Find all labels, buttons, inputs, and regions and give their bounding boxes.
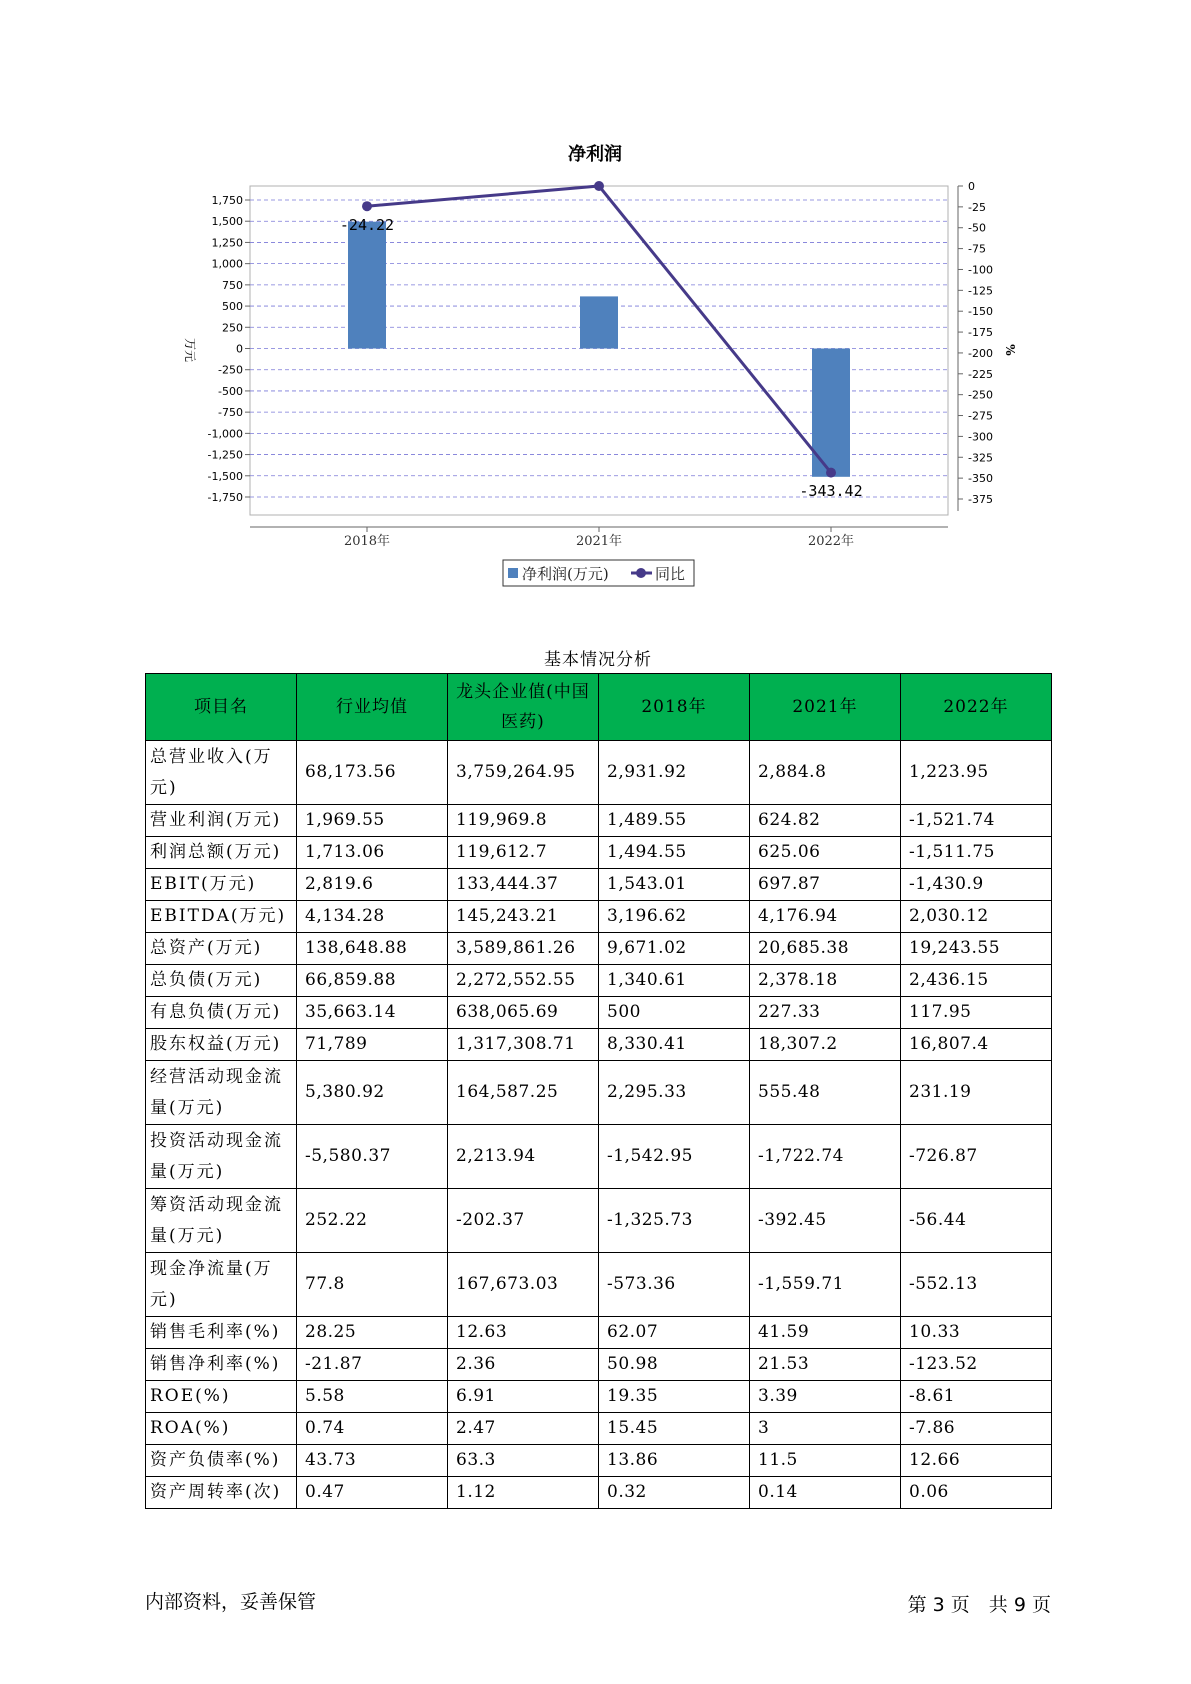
right-tick-label: -200: [968, 346, 993, 360]
right-tick-label: -100: [968, 263, 993, 277]
row-label-cell: 销售毛利率(%): [146, 1317, 297, 1349]
page-current: 3: [932, 1594, 945, 1616]
page-suffix: 页: [1031, 1594, 1051, 1616]
yoy-point: [362, 201, 372, 211]
right-tick-label: -300: [968, 430, 993, 444]
value-cell: -1,511.75: [901, 837, 1052, 869]
value-cell: 19,243.55: [901, 933, 1052, 965]
right-tick-label: -50: [968, 221, 986, 235]
value-cell: 21.53: [750, 1349, 901, 1381]
value-cell: 2,819.6: [297, 869, 448, 901]
value-cell: 2,436.15: [901, 965, 1052, 997]
row-label-cell: 总资产(万元): [146, 933, 297, 965]
value-cell: 12.63: [448, 1317, 599, 1349]
value-cell: 231.19: [901, 1061, 1052, 1125]
net-profit-chart: [0, 0, 1191, 640]
value-cell: 13.86: [599, 1445, 750, 1477]
header-cell: 龙头企业值(中国医药): [448, 674, 599, 741]
value-cell: -21.87: [297, 1349, 448, 1381]
row-label-cell: 利润总额(万元): [146, 837, 297, 869]
left-tick-label: 1,000: [211, 257, 243, 271]
row-label-cell: 资产负债率(%): [146, 1445, 297, 1477]
table-row: [146, 1061, 1052, 1125]
value-cell: 1,494.55: [599, 837, 750, 869]
page-prefix: 第: [907, 1594, 927, 1616]
right-tick-label: -25: [968, 200, 986, 214]
header-cell: 2022年: [901, 674, 1052, 741]
left-tick-label: -750: [218, 406, 243, 420]
value-cell: 1,317,308.71: [448, 1029, 599, 1061]
row-label-cell: EBIT(万元): [146, 869, 297, 901]
value-cell: -1,325.73: [599, 1189, 750, 1253]
row-label-cell: 筹资活动现金流量(万元): [146, 1189, 297, 1253]
value-cell: -123.52: [901, 1349, 1052, 1381]
value-cell: 62.07: [599, 1317, 750, 1349]
table-row: [146, 1125, 1052, 1189]
row-label-cell: 经营活动现金流量(万元): [146, 1061, 297, 1125]
value-cell: 638,065.69: [448, 997, 599, 1029]
value-cell: 117.95: [901, 997, 1052, 1029]
value-cell: 3,196.62: [599, 901, 750, 933]
value-cell: -552.13: [901, 1253, 1052, 1317]
data-label: -24.22: [339, 216, 395, 234]
value-cell: 145,243.21: [448, 901, 599, 933]
legend-entry-line: 同比: [655, 565, 686, 583]
value-cell: 697.87: [750, 869, 901, 901]
bar: [580, 296, 618, 348]
value-cell: 8,330.41: [599, 1029, 750, 1061]
value-cell: 1,340.61: [599, 965, 750, 997]
value-cell: -1,722.74: [750, 1125, 901, 1189]
table-row: [146, 933, 1052, 965]
right-tick-label: 0: [968, 180, 975, 193]
table-row: [146, 1317, 1052, 1349]
value-cell: 3,589,861.26: [448, 933, 599, 965]
page-mid: 页 共: [950, 1594, 1008, 1616]
table-header-row: [146, 674, 1052, 741]
value-cell: 167,673.03: [448, 1253, 599, 1317]
row-label-cell: ROE(%): [146, 1381, 297, 1413]
left-tick-label: -1,250: [207, 448, 243, 462]
row-label-cell: 股东权益(万元): [146, 1029, 297, 1061]
right-tick-label: -75: [968, 242, 986, 256]
value-cell: 3: [750, 1413, 901, 1445]
value-cell: 50.98: [599, 1349, 750, 1381]
table-row: [146, 1413, 1052, 1445]
value-cell: 133,444.37: [448, 869, 599, 901]
header-cell: 2021年: [750, 674, 901, 741]
left-tick-label: 500: [222, 300, 243, 314]
right-tick-label: -350: [968, 472, 993, 486]
x-tick-label: 2021年: [575, 534, 623, 549]
value-cell: 63.3: [448, 1445, 599, 1477]
y-right-axis-label: %: [1003, 344, 1017, 356]
row-label-cell: 销售净利率(%): [146, 1349, 297, 1381]
row-label-cell: 总营业收入(万元): [146, 741, 297, 805]
chart-title: 净利润: [568, 144, 622, 165]
row-label-cell: 有息负债(万元): [146, 997, 297, 1029]
left-tick-label: -1,750: [207, 491, 243, 504]
row-label-cell: 资产周转率(次): [146, 1477, 297, 1509]
value-cell: 0.32: [599, 1477, 750, 1509]
value-cell: 4,176.94: [750, 901, 901, 933]
legend-line-marker: [636, 568, 646, 578]
value-cell: 3,759,264.95: [448, 741, 599, 805]
value-cell: 119,612.7: [448, 837, 599, 869]
yoy-point: [594, 181, 604, 191]
value-cell: 5,380.92: [297, 1061, 448, 1125]
row-label-cell: EBITDA(万元): [146, 901, 297, 933]
bar: [348, 222, 386, 349]
table-row: [146, 837, 1052, 869]
value-cell: -7.86: [901, 1413, 1052, 1445]
value-cell: 1,969.55: [297, 805, 448, 837]
footer-page-number: [908, 1590, 1051, 1617]
value-cell: 66,859.88: [297, 965, 448, 997]
header-cell: 2018年: [599, 674, 750, 741]
row-label-cell: ROA(%): [146, 1413, 297, 1445]
x-tick-label: 2018年: [343, 534, 391, 549]
value-cell: 2,030.12: [901, 901, 1052, 933]
right-tick-label: -125: [968, 284, 993, 298]
table-row: [146, 741, 1052, 805]
analysis-table: [145, 673, 1052, 1509]
left-tick-label: 1,250: [211, 236, 243, 250]
value-cell: 1,543.01: [599, 869, 750, 901]
value-cell: 624.82: [750, 805, 901, 837]
header-cell: 项目名: [146, 674, 297, 741]
left-tick-label: -250: [218, 363, 243, 377]
value-cell: -1,521.74: [901, 805, 1052, 837]
row-label-cell: 总负债(万元): [146, 965, 297, 997]
left-tick-label: -1,000: [207, 427, 243, 441]
value-cell: 2,295.33: [599, 1061, 750, 1125]
right-tick-label: -275: [968, 409, 993, 423]
table-row: [146, 805, 1052, 837]
data-label: -343.42: [799, 482, 863, 500]
table-row: [146, 1189, 1052, 1253]
value-cell: 15.45: [599, 1413, 750, 1445]
value-cell: 2.47: [448, 1413, 599, 1445]
chart-legend: [503, 560, 694, 586]
value-cell: 28.25: [297, 1317, 448, 1349]
value-cell: 18,307.2: [750, 1029, 901, 1061]
table-body: [146, 741, 1052, 1509]
left-tick-label: -1,500: [207, 469, 243, 483]
value-cell: -392.45: [750, 1189, 901, 1253]
value-cell: 500: [599, 997, 750, 1029]
value-cell: 0.47: [297, 1477, 448, 1509]
left-tick-label: 0: [236, 342, 243, 356]
header-cell: 行业均值: [297, 674, 448, 741]
value-cell: 2.36: [448, 1349, 599, 1381]
table-row: [146, 965, 1052, 997]
value-cell: 2,931.92: [599, 741, 750, 805]
value-cell: -1,559.71: [750, 1253, 901, 1317]
value-cell: -1,542.95: [599, 1125, 750, 1189]
value-cell: 11.5: [750, 1445, 901, 1477]
table-row: [146, 1253, 1052, 1317]
value-cell: 16,807.4: [901, 1029, 1052, 1061]
value-cell: 2,884.8: [750, 741, 901, 805]
row-label-cell: 投资活动现金流量(万元): [146, 1125, 297, 1189]
value-cell: 0.14: [750, 1477, 901, 1509]
row-label-cell: 营业利润(万元): [146, 805, 297, 837]
right-tick-label: -375: [968, 493, 993, 506]
table-row: [146, 1349, 1052, 1381]
value-cell: -1,430.9: [901, 869, 1052, 901]
value-cell: 71,789: [297, 1029, 448, 1061]
value-cell: 1,223.95: [901, 741, 1052, 805]
table-row: [146, 1381, 1052, 1413]
value-cell: 9,671.02: [599, 933, 750, 965]
value-cell: 119,969.8: [448, 805, 599, 837]
right-tick-label: -325: [968, 451, 993, 465]
value-cell: -726.87: [901, 1125, 1052, 1189]
value-cell: 12.66: [901, 1445, 1052, 1477]
value-cell: 1,713.06: [297, 837, 448, 869]
left-tick-label: 1,750: [211, 194, 243, 207]
table-row: [146, 869, 1052, 901]
value-cell: 0.74: [297, 1413, 448, 1445]
footer-confidential-note: 内部资料，妥善保管: [145, 1591, 317, 1613]
table-row: [146, 1029, 1052, 1061]
value-cell: 4,134.28: [297, 901, 448, 933]
left-tick-label: 750: [222, 278, 243, 292]
value-cell: 35,663.14: [297, 997, 448, 1029]
value-cell: 164,587.25: [448, 1061, 599, 1125]
value-cell: 41.59: [750, 1317, 901, 1349]
chart-svg: [0, 0, 1191, 640]
value-cell: 3.39: [750, 1381, 901, 1413]
value-cell: 6.91: [448, 1381, 599, 1413]
value-cell: 138,648.88: [297, 933, 448, 965]
table-row: [146, 1477, 1052, 1509]
table-row: [146, 1445, 1052, 1477]
value-cell: 0.06: [901, 1477, 1052, 1509]
legend-entry-bar: 净利润(万元): [522, 565, 609, 583]
value-cell: -573.36: [599, 1253, 750, 1317]
value-cell: 20,685.38: [750, 933, 901, 965]
row-label-cell: 现金净流量(万元): [146, 1253, 297, 1317]
left-tick-label: 250: [222, 321, 243, 335]
value-cell: 555.48: [750, 1061, 901, 1125]
value-cell: 2,272,552.55: [448, 965, 599, 997]
value-cell: 227.33: [750, 997, 901, 1029]
yoy-point: [826, 468, 836, 478]
value-cell: 2,213.94: [448, 1125, 599, 1189]
right-tick-label: -150: [968, 305, 993, 319]
value-cell: -5,580.37: [297, 1125, 448, 1189]
x-tick-label: 2022年: [807, 534, 855, 549]
value-cell: -202.37: [448, 1189, 599, 1253]
value-cell: 10.33: [901, 1317, 1052, 1349]
value-cell: -8.61: [901, 1381, 1052, 1413]
value-cell: 68,173.56: [297, 741, 448, 805]
value-cell: 625.06: [750, 837, 901, 869]
right-tick-label: -250: [968, 388, 993, 402]
page-total: 9: [1013, 1594, 1026, 1616]
value-cell: 252.22: [297, 1189, 448, 1253]
left-tick-label: -500: [218, 384, 243, 398]
value-cell: 5.58: [297, 1381, 448, 1413]
value-cell: 1,489.55: [599, 805, 750, 837]
value-cell: 1.12: [448, 1477, 599, 1509]
table-row: [146, 901, 1052, 933]
value-cell: 2,378.18: [750, 965, 901, 997]
value-cell: 19.35: [599, 1381, 750, 1413]
y-left-axis-label: 万元: [183, 337, 197, 363]
legend-bar-swatch: [508, 568, 518, 578]
table-caption: 基本情况分析: [544, 650, 652, 670]
table-row: [146, 997, 1052, 1029]
right-tick-label: -225: [968, 367, 993, 381]
value-cell: 43.73: [297, 1445, 448, 1477]
left-tick-label: 1,500: [211, 215, 243, 229]
right-tick-label: -175: [968, 326, 993, 340]
value-cell: -56.44: [901, 1189, 1052, 1253]
value-cell: 77.8: [297, 1253, 448, 1317]
